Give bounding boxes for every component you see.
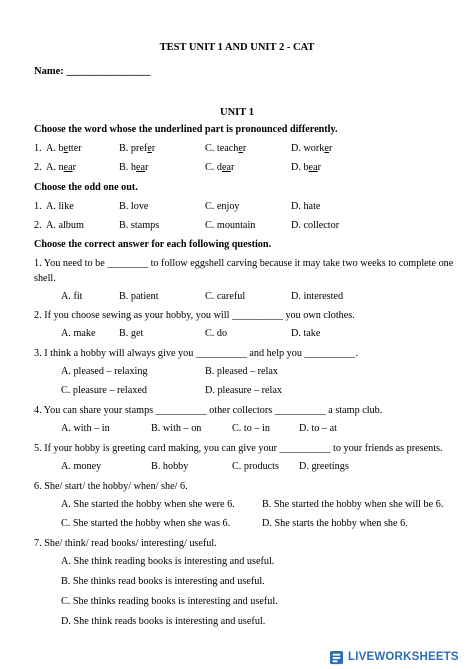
option-a: A. make [61,328,96,339]
options-row [34,291,462,305]
options-row [34,518,462,532]
pronunciation-row [34,143,462,157]
option-b: B. patient [119,291,159,302]
question-number: 1. [34,143,42,154]
question-4: 4. You can share your stamps __________ other collectors __________ a stamp club. [34,405,383,416]
unit-heading: UNIT 1 [220,107,254,118]
option-c: C. do [205,328,228,339]
option-d-row [34,616,462,630]
option-c: C. pleasure – relaxed [61,385,147,396]
option-c-row [34,596,462,610]
option-d: D. She think reads books is interesting and useful. [61,616,266,627]
option-c: C. to – in [232,423,270,434]
option-a: A. fit [61,291,83,302]
option-c: C. teacher [205,143,247,154]
pronunciation-row [34,162,462,176]
option-b: B. stamps [119,220,160,231]
option-a: A. She think reading books is interesting and useful. [61,556,275,567]
option-b: B. with – on [151,423,202,434]
option-a: A. money [61,461,102,472]
question-number: 2. [34,220,42,231]
option-b: B. She started the hobby when she will be 6. [262,499,444,510]
option-d: D. collector [291,220,340,231]
question-number: 1. [34,201,42,212]
question-7: 7. She/ think/ read books/ interesting/ useful. [34,538,217,549]
option-b: B. love [119,201,149,212]
question-number: 2. [34,162,42,173]
option-d: D. hate [291,201,321,212]
option-b: B. She thinks read books is interesting and useful. [61,576,265,587]
option-b: B. hobby [151,461,189,472]
option-c: C. careful [205,291,246,302]
question-1: 1. You need to be ________ to follow eggshell carving because it may take two weeks to complete one shell. [34,258,454,284]
question-6: 6. She/ start/ the hobby/ when/ she/ 6. [34,481,188,492]
option-d: D. interested [291,291,344,302]
option-a: A. better [46,143,82,154]
option-d: D. take [291,328,321,339]
question-2: 2. If you choose sewing as your hobby, you will __________ you own clothes. [34,310,355,321]
option-c: C. mountain [205,220,256,231]
section-multiple-choice-heading: Choose the correct answer for each following question. [34,239,272,250]
option-a: A. like [46,201,74,212]
options-row [34,366,462,380]
options-row [34,461,462,475]
option-a-row [34,556,462,570]
name-field: Name: ________________ [34,66,151,77]
odd-one-out-row [34,220,462,234]
liveworksheets-logo [329,649,459,665]
option-a: A. with – in [61,423,110,434]
option-d: D. She starts the hobby when she 6. [262,518,408,529]
page-title: TEST UNIT 1 AND UNIT 2 - CAT [159,42,315,53]
option-a: A. near [46,162,76,173]
option-c: C. products [232,461,279,472]
option-c: C. She thinks reading books is interesting and useful. [61,596,278,607]
question-3: 3. I think a hobby will always give you __________ and help you __________. [34,348,358,359]
option-c: C. She started the hobby when she was 6. [61,518,231,529]
liveworksheets-logo-icon [329,650,344,665]
odd-one-out-row [34,201,462,215]
option-a: A. She started the hobby when she were 6. [61,499,235,510]
option-d: D. bear [291,162,321,173]
option-d: D. greetings [299,461,349,472]
option-b: B. hear [119,162,149,173]
options-row [34,499,462,513]
option-b: B. prefer [119,143,156,154]
option-b-row [34,576,462,590]
option-c: C. enjoy [205,201,240,212]
section-pronunciation-heading: Choose the word whose the underlined part is pronounced differently. [34,124,338,135]
option-a: A. pleased – relaxing [61,366,148,377]
question-5: 5. If your hobby is greeting card making, you can give your __________ to your friends as presents. [34,443,443,454]
option-a: A. album [46,220,84,231]
option-b: B. pleased – relax [205,366,278,377]
logo-text: LIVEWORKSHEETS [348,651,459,663]
option-d: D. pleasure – relax [205,385,282,396]
option-c: C. dear [205,162,235,173]
option-d: D. worker [291,143,333,154]
options-row [34,328,462,342]
section-odd-one-out-heading: Choose the odd one out. [34,182,138,193]
option-d: D. to – at [299,423,337,434]
option-b: B. get [119,328,144,339]
options-row [34,385,462,399]
options-row [34,423,462,437]
